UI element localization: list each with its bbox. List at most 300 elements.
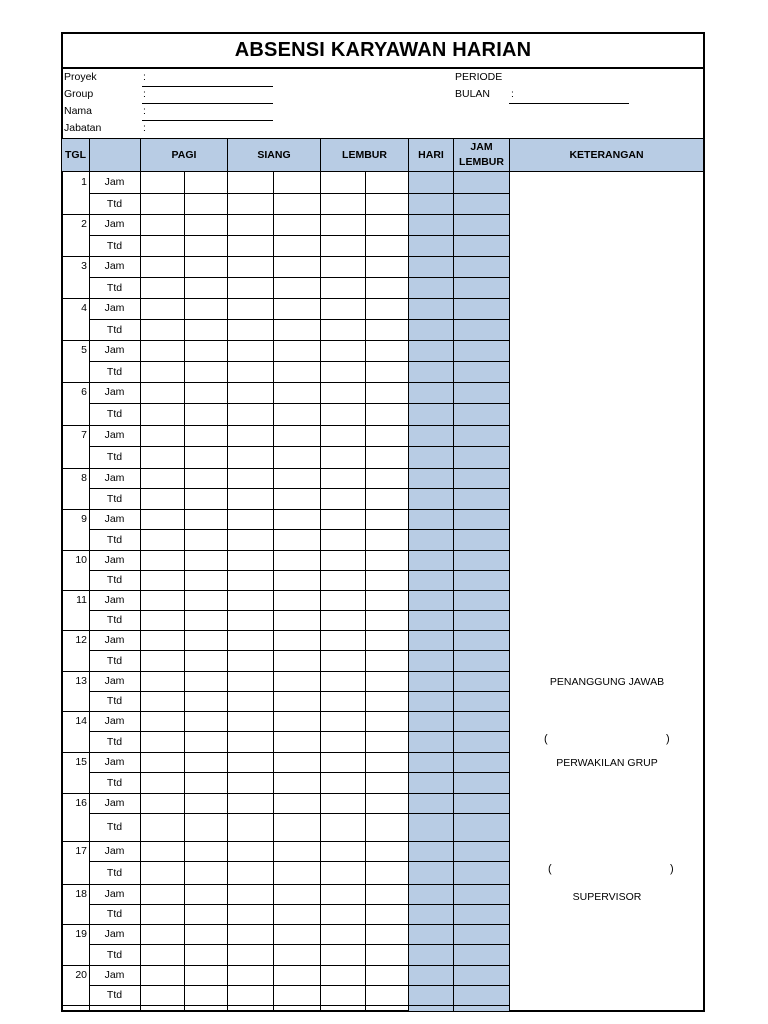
entry-cell[interactable] (227, 772, 273, 793)
entry-cell[interactable] (273, 425, 320, 446)
entry-cell[interactable] (408, 193, 453, 214)
entry-cell[interactable] (365, 772, 408, 793)
entry-cell[interactable] (453, 509, 509, 529)
entry-cell[interactable] (365, 731, 408, 752)
entry-cell[interactable] (365, 509, 408, 529)
entry-cell[interactable] (184, 298, 227, 319)
entry-cell[interactable] (453, 193, 509, 214)
entry-cell[interactable] (408, 752, 453, 772)
entry-cell[interactable] (453, 650, 509, 671)
entry-cell[interactable] (273, 298, 320, 319)
entry-cell[interactable] (184, 193, 227, 214)
entry-cell[interactable] (365, 446, 408, 468)
entry-cell[interactable] (453, 172, 509, 193)
entry-cell[interactable] (408, 446, 453, 468)
entry-cell[interactable] (184, 340, 227, 361)
entry-cell[interactable] (408, 772, 453, 793)
entry-cell[interactable] (227, 340, 273, 361)
entry-cell[interactable] (273, 904, 320, 924)
entry-cell[interactable] (453, 550, 509, 570)
entry-cell[interactable] (273, 256, 320, 277)
entry-cell[interactable] (320, 861, 365, 884)
entry-cell[interactable] (365, 256, 408, 277)
entry-cell[interactable] (273, 965, 320, 985)
entry-cell[interactable] (273, 509, 320, 529)
entry-cell[interactable] (320, 214, 365, 235)
entry-cell[interactable] (453, 691, 509, 711)
entry-cell[interactable] (453, 610, 509, 630)
entry-cell[interactable] (184, 630, 227, 650)
entry-cell[interactable] (408, 590, 453, 610)
entry-cell[interactable] (140, 924, 184, 944)
entry-cell[interactable] (184, 488, 227, 509)
entry-cell[interactable] (227, 731, 273, 752)
entry-cell[interactable] (453, 965, 509, 985)
entry-cell[interactable] (184, 793, 227, 813)
entry-cell[interactable] (408, 841, 453, 861)
entry-cell[interactable] (365, 711, 408, 731)
entry-cell[interactable] (227, 570, 273, 590)
entry-cell[interactable] (273, 382, 320, 403)
entry-cell[interactable] (140, 509, 184, 529)
entry-cell[interactable] (453, 488, 509, 509)
entry-cell[interactable] (408, 509, 453, 529)
entry-cell[interactable] (453, 214, 509, 235)
entry-cell[interactable] (184, 884, 227, 904)
entry-cell[interactable] (453, 711, 509, 731)
entry-cell[interactable] (184, 610, 227, 630)
entry-cell[interactable] (453, 298, 509, 319)
entry-cell[interactable] (408, 671, 453, 691)
entry-cell[interactable] (365, 425, 408, 446)
entry-cell[interactable] (320, 446, 365, 468)
entry-cell[interactable] (453, 403, 509, 425)
entry-cell[interactable] (227, 256, 273, 277)
entry-cell[interactable] (184, 361, 227, 382)
entry-cell[interactable] (140, 630, 184, 650)
entry-cell[interactable] (365, 340, 408, 361)
entry-cell[interactable] (365, 468, 408, 488)
entry-cell[interactable] (453, 752, 509, 772)
entry-cell[interactable] (320, 671, 365, 691)
entry-cell[interactable] (320, 298, 365, 319)
entry-cell[interactable] (184, 529, 227, 550)
entry-cell[interactable] (365, 403, 408, 425)
entry-cell[interactable] (227, 671, 273, 691)
entry-cell[interactable] (273, 361, 320, 382)
entry-cell[interactable] (184, 382, 227, 403)
entry-cell[interactable] (273, 691, 320, 711)
entry-cell[interactable] (184, 172, 227, 193)
entry-cell[interactable] (227, 277, 273, 298)
entry-cell[interactable] (140, 884, 184, 904)
entry-cell[interactable] (227, 214, 273, 235)
entry-cell[interactable] (184, 924, 227, 944)
entry-cell[interactable] (140, 488, 184, 509)
entry-cell[interactable] (320, 468, 365, 488)
entry-cell[interactable] (408, 711, 453, 731)
entry-cell[interactable] (227, 509, 273, 529)
entry-cell[interactable] (365, 361, 408, 382)
entry-cell[interactable] (227, 361, 273, 382)
entry-cell[interactable] (273, 550, 320, 570)
entry-cell[interactable] (273, 590, 320, 610)
entry-cell[interactable] (184, 671, 227, 691)
entry-cell[interactable] (273, 446, 320, 468)
entry-cell[interactable] (453, 319, 509, 340)
entry-cell[interactable] (408, 884, 453, 904)
entry-cell[interactable] (320, 277, 365, 298)
entry-cell[interactable] (408, 214, 453, 235)
entry-cell[interactable] (227, 752, 273, 772)
entry-cell[interactable] (184, 590, 227, 610)
entry-cell[interactable] (273, 277, 320, 298)
entry-cell[interactable] (408, 319, 453, 340)
entry-cell[interactable] (273, 570, 320, 590)
entry-cell[interactable] (184, 711, 227, 731)
entry-cell[interactable] (453, 793, 509, 813)
entry-cell[interactable] (408, 610, 453, 630)
entry-cell[interactable] (273, 172, 320, 193)
entry-cell[interactable] (453, 425, 509, 446)
entry-cell[interactable] (408, 361, 453, 382)
entry-cell[interactable] (320, 650, 365, 671)
entry-cell[interactable] (453, 446, 509, 468)
entry-cell[interactable] (140, 711, 184, 731)
entry-cell[interactable] (320, 590, 365, 610)
entry-cell[interactable] (320, 924, 365, 944)
entry-cell[interactable] (408, 630, 453, 650)
entry-cell[interactable] (273, 403, 320, 425)
entry-cell[interactable] (140, 529, 184, 550)
entry-cell[interactable] (140, 382, 184, 403)
entry-cell[interactable] (140, 214, 184, 235)
entry-cell[interactable] (453, 235, 509, 256)
entry-cell[interactable] (320, 904, 365, 924)
entry-cell[interactable] (227, 193, 273, 214)
entry-cell[interactable] (184, 214, 227, 235)
entry-cell[interactable] (140, 841, 184, 861)
entry-cell[interactable] (140, 361, 184, 382)
entry-cell[interactable] (408, 488, 453, 509)
entry-cell[interactable] (227, 861, 273, 884)
entry-cell[interactable] (365, 488, 408, 509)
entry-cell[interactable] (365, 944, 408, 965)
entry-cell[interactable] (227, 446, 273, 468)
entry-cell[interactable] (140, 172, 184, 193)
entry-cell[interactable] (227, 904, 273, 924)
entry-cell[interactable] (408, 468, 453, 488)
entry-cell[interactable] (408, 550, 453, 570)
entry-cell[interactable] (453, 924, 509, 944)
entry-cell[interactable] (453, 861, 509, 884)
entry-cell[interactable] (227, 425, 273, 446)
entry-cell[interactable] (453, 590, 509, 610)
entry-cell[interactable] (140, 193, 184, 214)
entry-cell[interactable] (184, 813, 227, 841)
entry-cell[interactable] (320, 256, 365, 277)
entry-cell[interactable] (365, 861, 408, 884)
entry-cell[interactable] (408, 813, 453, 841)
entry-cell[interactable] (365, 691, 408, 711)
entry-cell[interactable] (408, 340, 453, 361)
entry-cell[interactable] (453, 256, 509, 277)
entry-cell[interactable] (453, 772, 509, 793)
entry-cell[interactable] (184, 965, 227, 985)
entry-cell[interactable] (453, 570, 509, 590)
entry-cell[interactable] (365, 752, 408, 772)
entry-cell[interactable] (140, 403, 184, 425)
entry-cell[interactable] (273, 711, 320, 731)
entry-cell[interactable] (273, 841, 320, 861)
entry-cell[interactable] (453, 985, 509, 1005)
entry-cell[interactable] (140, 813, 184, 841)
entry-cell[interactable] (273, 772, 320, 793)
entry-cell[interactable] (365, 965, 408, 985)
entry-cell[interactable] (184, 425, 227, 446)
entry-cell[interactable] (273, 630, 320, 650)
entry-cell[interactable] (273, 731, 320, 752)
entry-cell[interactable] (227, 944, 273, 965)
entry-cell[interactable] (184, 446, 227, 468)
entry-cell[interactable] (184, 277, 227, 298)
entry-cell[interactable] (320, 488, 365, 509)
entry-cell[interactable] (408, 570, 453, 590)
entry-cell[interactable] (320, 509, 365, 529)
entry-cell[interactable] (227, 382, 273, 403)
entry-cell[interactable] (227, 319, 273, 340)
entry-cell[interactable] (273, 610, 320, 630)
entry-cell[interactable] (184, 772, 227, 793)
entry-cell[interactable] (453, 340, 509, 361)
entry-cell[interactable] (320, 550, 365, 570)
entry-cell[interactable] (184, 650, 227, 671)
entry-cell[interactable] (227, 650, 273, 671)
entry-cell[interactable] (184, 752, 227, 772)
entry-cell[interactable] (453, 904, 509, 924)
entry-cell[interactable] (273, 793, 320, 813)
entry-cell[interactable] (453, 944, 509, 965)
entry-cell[interactable] (227, 884, 273, 904)
entry-cell[interactable] (320, 172, 365, 193)
entry-cell[interactable] (365, 793, 408, 813)
entry-cell[interactable] (320, 340, 365, 361)
entry-cell[interactable] (320, 711, 365, 731)
entry-cell[interactable] (365, 529, 408, 550)
entry-cell[interactable] (227, 841, 273, 861)
entry-cell[interactable] (365, 924, 408, 944)
entry-cell[interactable] (273, 944, 320, 965)
entry-cell[interactable] (227, 711, 273, 731)
entry-cell[interactable] (140, 319, 184, 340)
entry-cell[interactable] (365, 172, 408, 193)
entry-cell[interactable] (227, 172, 273, 193)
entry-cell[interactable] (408, 691, 453, 711)
entry-cell[interactable] (320, 193, 365, 214)
entry-cell[interactable] (273, 650, 320, 671)
entry-cell[interactable] (320, 965, 365, 985)
entry-cell[interactable] (184, 861, 227, 884)
entry-cell[interactable] (227, 468, 273, 488)
entry-cell[interactable] (408, 944, 453, 965)
entry-cell[interactable] (365, 841, 408, 861)
entry-cell[interactable] (140, 965, 184, 985)
entry-cell[interactable] (453, 841, 509, 861)
entry-cell[interactable] (408, 731, 453, 752)
entry-cell[interactable] (140, 425, 184, 446)
nama-field[interactable] (142, 120, 273, 121)
entry-cell[interactable] (227, 403, 273, 425)
entry-cell[interactable] (365, 277, 408, 298)
entry-cell[interactable] (453, 813, 509, 841)
entry-cell[interactable] (365, 813, 408, 841)
entry-cell[interactable] (453, 671, 509, 691)
entry-cell[interactable] (273, 884, 320, 904)
entry-cell[interactable] (320, 382, 365, 403)
entry-cell[interactable] (365, 884, 408, 904)
entry-cell[interactable] (408, 172, 453, 193)
entry-cell[interactable] (320, 361, 365, 382)
entry-cell[interactable] (140, 610, 184, 630)
entry-cell[interactable] (408, 861, 453, 884)
entry-cell[interactable] (140, 731, 184, 752)
entry-cell[interactable] (365, 630, 408, 650)
entry-cell[interactable] (320, 793, 365, 813)
entry-cell[interactable] (184, 403, 227, 425)
entry-cell[interactable] (365, 671, 408, 691)
entry-cell[interactable] (453, 468, 509, 488)
entry-cell[interactable] (365, 382, 408, 403)
entry-cell[interactable] (453, 277, 509, 298)
entry-cell[interactable] (320, 813, 365, 841)
entry-cell[interactable] (273, 214, 320, 235)
entry-cell[interactable] (273, 468, 320, 488)
proyek-field[interactable] (142, 86, 273, 87)
entry-cell[interactable] (273, 924, 320, 944)
entry-cell[interactable] (273, 488, 320, 509)
entry-cell[interactable] (320, 944, 365, 965)
bulan-field[interactable] (509, 103, 629, 104)
entry-cell[interactable] (408, 965, 453, 985)
entry-cell[interactable] (184, 570, 227, 590)
entry-cell[interactable] (408, 382, 453, 403)
entry-cell[interactable] (140, 904, 184, 924)
entry-cell[interactable] (365, 550, 408, 570)
entry-cell[interactable] (365, 214, 408, 235)
entry-cell[interactable] (320, 985, 365, 1005)
entry-cell[interactable] (184, 904, 227, 924)
entry-cell[interactable] (365, 590, 408, 610)
entry-cell[interactable] (227, 691, 273, 711)
entry-cell[interactable] (320, 731, 365, 752)
entry-cell[interactable] (140, 861, 184, 884)
entry-cell[interactable] (140, 691, 184, 711)
entry-cell[interactable] (227, 550, 273, 570)
entry-cell[interactable] (227, 610, 273, 630)
entry-cell[interactable] (140, 590, 184, 610)
entry-cell[interactable] (227, 793, 273, 813)
entry-cell[interactable] (365, 904, 408, 924)
entry-cell[interactable] (408, 277, 453, 298)
entry-cell[interactable] (273, 985, 320, 1005)
entry-cell[interactable] (184, 509, 227, 529)
entry-cell[interactable] (320, 772, 365, 793)
entry-cell[interactable] (140, 468, 184, 488)
entry-cell[interactable] (184, 550, 227, 570)
entry-cell[interactable] (365, 319, 408, 340)
entry-cell[interactable] (273, 319, 320, 340)
entry-cell[interactable] (453, 884, 509, 904)
entry-cell[interactable] (227, 488, 273, 509)
entry-cell[interactable] (184, 256, 227, 277)
entry-cell[interactable] (184, 731, 227, 752)
entry-cell[interactable] (140, 944, 184, 965)
entry-cell[interactable] (140, 340, 184, 361)
entry-cell[interactable] (408, 985, 453, 1005)
entry-cell[interactable] (408, 256, 453, 277)
entry-cell[interactable] (365, 570, 408, 590)
entry-cell[interactable] (227, 924, 273, 944)
entry-cell[interactable] (365, 610, 408, 630)
entry-cell[interactable] (408, 793, 453, 813)
entry-cell[interactable] (273, 235, 320, 256)
entry-cell[interactable] (140, 650, 184, 671)
entry-cell[interactable] (273, 861, 320, 884)
entry-cell[interactable] (320, 691, 365, 711)
entry-cell[interactable] (140, 235, 184, 256)
entry-cell[interactable] (320, 425, 365, 446)
entry-cell[interactable] (184, 985, 227, 1005)
entry-cell[interactable] (408, 425, 453, 446)
entry-cell[interactable] (320, 630, 365, 650)
entry-cell[interactable] (140, 550, 184, 570)
entry-cell[interactable] (184, 468, 227, 488)
entry-cell[interactable] (273, 193, 320, 214)
entry-cell[interactable] (273, 752, 320, 772)
entry-cell[interactable] (453, 529, 509, 550)
entry-cell[interactable] (365, 235, 408, 256)
entry-cell[interactable] (320, 235, 365, 256)
entry-cell[interactable] (273, 529, 320, 550)
entry-cell[interactable] (273, 340, 320, 361)
entry-cell[interactable] (140, 446, 184, 468)
entry-cell[interactable] (365, 650, 408, 671)
entry-cell[interactable] (408, 924, 453, 944)
entry-cell[interactable] (227, 813, 273, 841)
entry-cell[interactable] (320, 752, 365, 772)
entry-cell[interactable] (453, 382, 509, 403)
entry-cell[interactable] (320, 319, 365, 340)
entry-cell[interactable] (140, 570, 184, 590)
entry-cell[interactable] (184, 944, 227, 965)
group-field[interactable] (142, 103, 273, 104)
entry-cell[interactable] (320, 841, 365, 861)
entry-cell[interactable] (140, 793, 184, 813)
entry-cell[interactable] (184, 319, 227, 340)
entry-cell[interactable] (140, 298, 184, 319)
entry-cell[interactable] (140, 752, 184, 772)
entry-cell[interactable] (365, 193, 408, 214)
entry-cell[interactable] (453, 630, 509, 650)
entry-cell[interactable] (227, 965, 273, 985)
entry-cell[interactable] (140, 256, 184, 277)
entry-cell[interactable] (273, 671, 320, 691)
entry-cell[interactable] (227, 298, 273, 319)
entry-cell[interactable] (140, 985, 184, 1005)
entry-cell[interactable] (184, 841, 227, 861)
entry-cell[interactable] (320, 610, 365, 630)
entry-cell[interactable] (408, 904, 453, 924)
